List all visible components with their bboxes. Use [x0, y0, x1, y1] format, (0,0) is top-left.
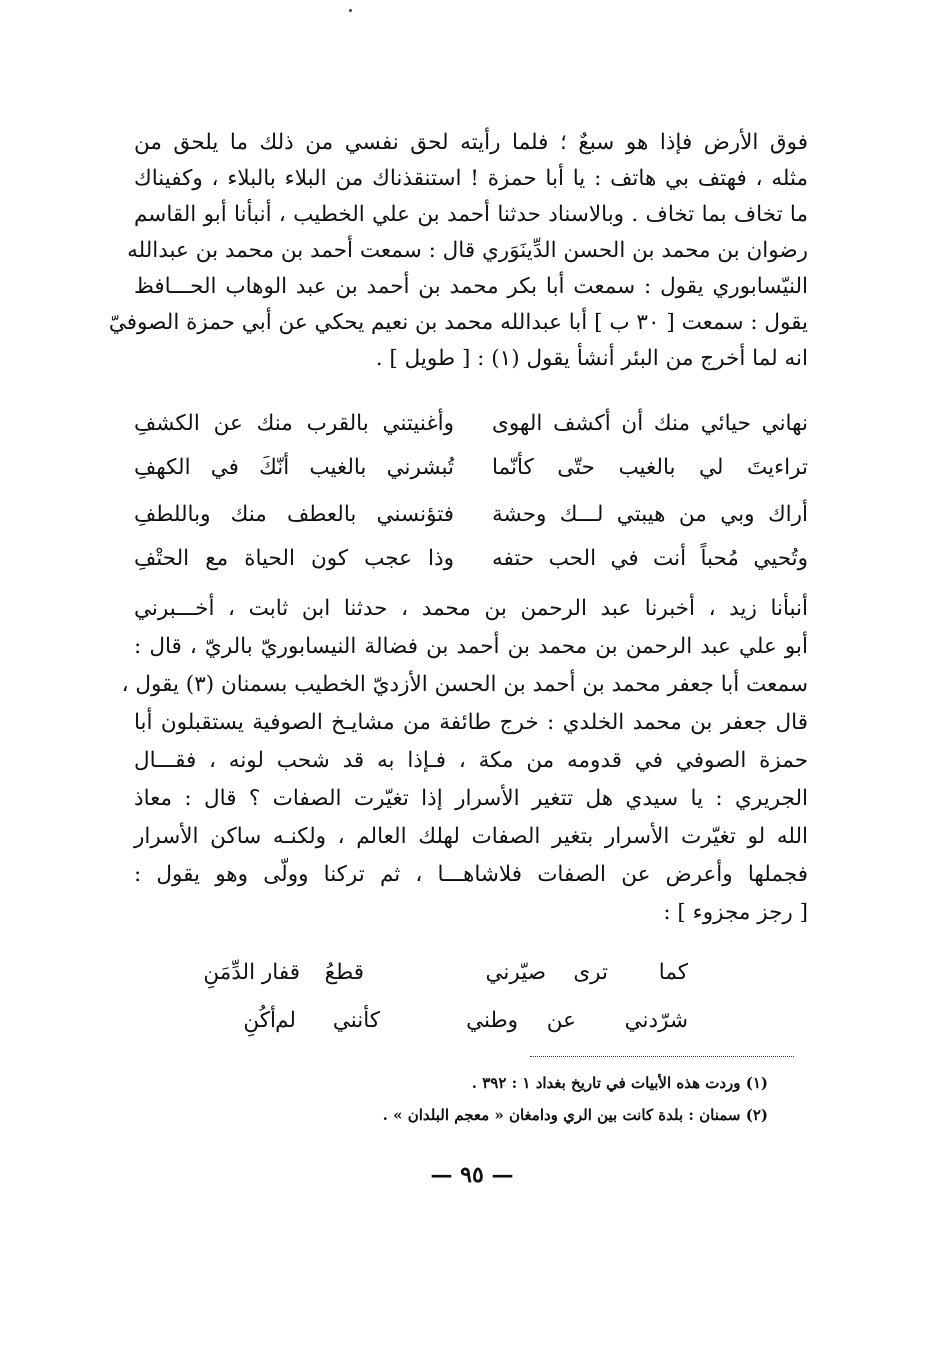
- prose-line: الله لو تغيّرت الأسرار بتغير الصفات لهلك العالم ، ولكنـه ساكن الأسرار: [134, 824, 808, 849]
- prose-line: فجملها وأعرض عن الصفات فلاشاهـــا ، ثم تركنا وولّى وهو يقول :: [134, 862, 808, 887]
- prose-line: رضوان بن محمد بن الحسن الدِّينَوَري قال : سمعت أحمد بن محمد بن عبدالله: [127, 238, 808, 263]
- page-number: — ٩٥ —: [430, 1162, 514, 1188]
- prose-line: قال جعفر بن محمد الخلدي : خرج طائفة من مشايـخ الصوفية يستقبلون أبا: [134, 710, 808, 735]
- verse-word: صيّرني: [485, 960, 546, 985]
- footnote: (٢) سمنان : بلدة كانت بين الري ودامغان « معجم البلدان » .: [382, 1106, 768, 1124]
- prose-line: مثله ، فهتف بي هاتف : يا أبا حمزة ! استنقذناك من البلاء بالبلاء ، وكفيناك: [134, 166, 808, 191]
- prose-line: فوق الأرض فإذا هو سبعٌ ؛ فلما رأيته لحق نفسي من ذلك ما يلحق من: [134, 130, 808, 155]
- prose-line: النيّسابوري يقول : سمعت أبا بكر محمد بن أحمد بن عبد الوهاب الحـــافظ: [134, 274, 808, 299]
- verse-first-hemistich: أراك وبي من هيبتي لـــك وحشة: [492, 502, 808, 527]
- prose-line: حمزة الصوفي في قدومه من مكة ، فـإذا به قد شحب لونه ، فقـــال: [134, 748, 808, 773]
- verse-second-hemistich: فتؤنسني بالعطف منك وباللطفِ: [134, 502, 454, 527]
- verse-first-hemistich: نهاني حيائي منك أن أكشف الهوى: [492, 411, 808, 436]
- rajaz-verse: [0, 954, 944, 992]
- footnote-separator: [530, 1056, 794, 1057]
- prose-line: [ رجز مجزوء ] :: [663, 900, 808, 925]
- prose-line: يقول : سمعت [ ٣٠ ب ] أبا عبدالله محمد بن نعيم يحكي عن أبي حمزة الصوفيّ: [108, 310, 808, 335]
- verse-word: عن: [546, 1008, 576, 1033]
- verse-word: كما: [658, 960, 688, 985]
- prose-line: ما تخاف بما تخاف . وبالاسناد حدثنا أحمد بن علي الخطيب ، أنبأنا أبو القاسم: [134, 202, 808, 227]
- footnote: (١) وردت هذه الأبيات في تاريخ بغداد ١ : ٣٩٢ .: [471, 1074, 768, 1092]
- prose-line: أبو علي عبد الرحمن بن محمد بن أحمد بن فضالة النيسابوريّ بالريّ ، قال :: [134, 634, 808, 659]
- verse-word: كأنني: [332, 1008, 380, 1033]
- verse-second-hemistich: وذا عجب كون الحياة مع الحتْفِ: [134, 546, 454, 571]
- verse-word: قطعُ: [324, 960, 364, 985]
- prose-line: انه لما أخرج من البئر أنشأ يقول (١) : [ طويل ] .: [375, 346, 808, 371]
- verse-word: شرّدني: [624, 1008, 688, 1033]
- verse-word: ترى: [573, 960, 608, 985]
- verse-word: لم: [275, 1008, 296, 1033]
- prose-line: سمعت أبا جعفر محمد بن أحمد بن الحسن الأزديّ الخطيب بسمنان (٣) يقول ،: [121, 672, 808, 697]
- verse-word: قفار الدِّمَنِ: [203, 960, 300, 985]
- verse-second-hemistich: وأغنيتني بالقرب منك عن الكشفِ: [134, 411, 454, 436]
- verse-first-hemistich: وتُحيي مُحباً أنت في الحب حتفه: [492, 546, 808, 571]
- verse-word: وطني: [466, 1008, 518, 1033]
- verse-first-hemistich: تراءيتَ لي بالغيب حتّى كأنّما: [492, 455, 808, 480]
- prose-line: الجريري : يا سيدي هل تتغير الأسرار إذا تغيّرت الصفات ؟ قال : معاذ: [134, 786, 808, 811]
- verse-word: أكُنِ: [243, 1008, 276, 1033]
- scan-speck: [349, 9, 352, 12]
- verse-second-hemistich: تُبشرني بالغيب أنّكَ في الكهفِ: [134, 455, 454, 480]
- prose-line: أنبأنا زيد ، أخبرنا عبد الرحمن بن محمد ، حدثنا ابن ثابت ، أخـــبرني: [134, 596, 808, 621]
- rajaz-verse: [0, 1002, 944, 1040]
